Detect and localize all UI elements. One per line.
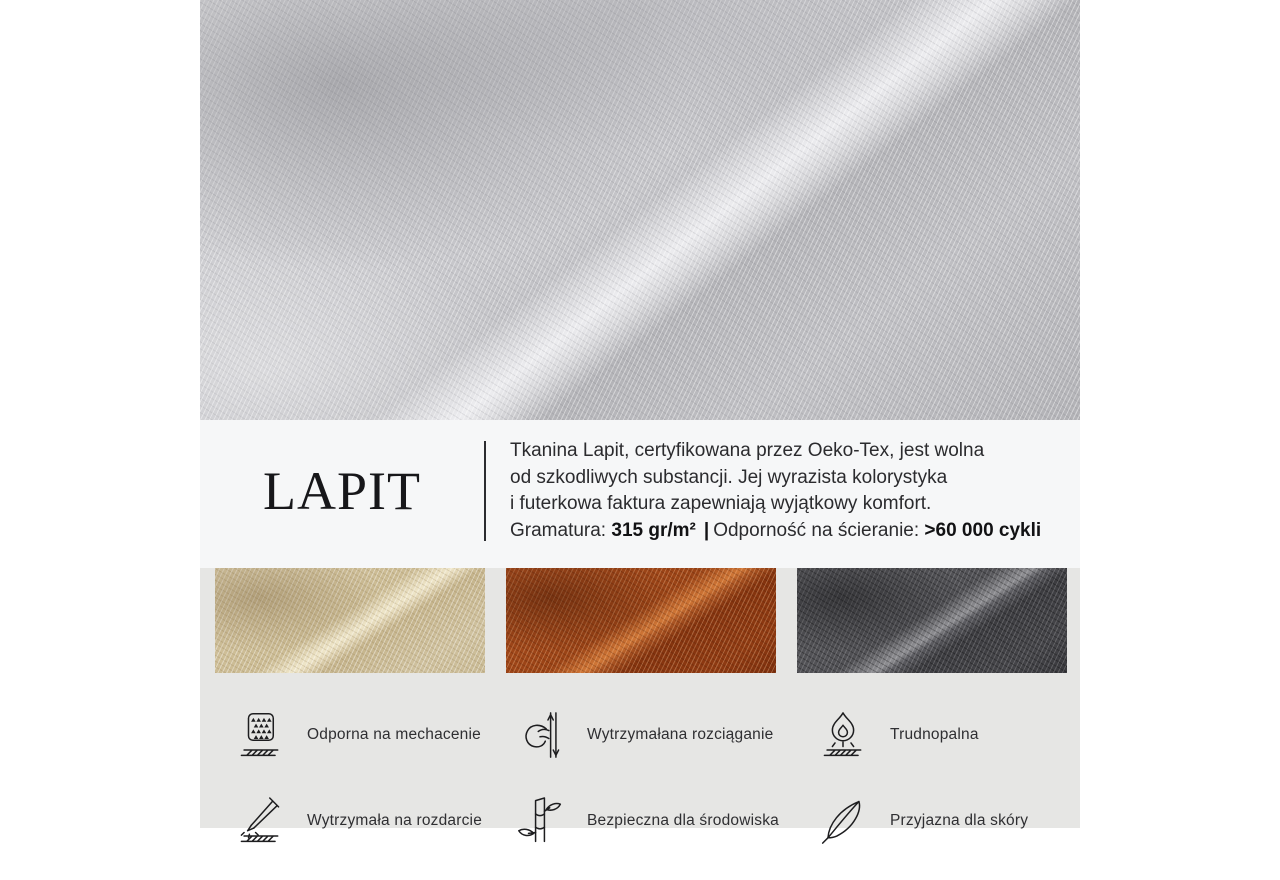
eco-safe-icon <box>515 793 565 849</box>
description-line-2: od szkodliwych substancji. Jej wyrazista kolorystyka <box>510 466 948 488</box>
weight-label: Gramatura: <box>510 519 607 541</box>
feature-label: Bezpieczna dla środowiska <box>587 812 779 829</box>
description-line-1: Tkanina Lapit, certyfikowana przez Oeko-Tex, jest wolna <box>510 440 985 461</box>
feature-label: Trudnopalna <box>890 726 979 743</box>
fabric-description <box>486 438 1041 544</box>
feature-label: Wytrzymałana rozciąganie <box>587 726 774 743</box>
color-swatches-row <box>200 568 1080 673</box>
swatch-dark-grey-image <box>797 568 1067 673</box>
feature-eco-safe <box>500 793 800 849</box>
skin-friendly-icon <box>818 793 868 849</box>
swatch-rust-image <box>506 568 776 673</box>
feature-anti-pilling <box>200 707 500 763</box>
stretch-resistant-icon <box>515 707 565 763</box>
feature-flame-retardant <box>800 707 1080 763</box>
feature-label: Przyjazna dla skóry <box>890 812 1029 829</box>
weight-value: 315 gr/m² <box>611 519 696 541</box>
flame-retardant-icon <box>818 707 868 763</box>
product-card <box>200 0 1080 828</box>
description-line-3: i futerkowa faktura zapewniają wyjątkowy komfort. <box>510 493 932 514</box>
anti-pilling-icon <box>235 707 285 763</box>
abrasion-value: >60 000 cykli <box>924 519 1042 541</box>
feature-label: Wytrzymała na rozdarcie <box>307 812 483 829</box>
feature-tear-resistant <box>200 793 500 849</box>
specs-separator: | <box>703 519 710 541</box>
fabric-name-title: LAPIT <box>263 461 421 521</box>
feature-skin-friendly <box>800 793 1080 849</box>
features-grid <box>200 707 1080 849</box>
hero-fabric-image <box>200 0 1080 420</box>
swatch-beige-image <box>215 568 485 673</box>
feature-stretch-resistant <box>500 707 800 763</box>
abrasion-label: Odporność na ścieranie: <box>713 519 920 541</box>
feature-label: Odporna na mechacenie <box>307 726 481 743</box>
fabric-specs <box>510 518 1041 545</box>
features-section <box>200 568 1080 828</box>
tear-resistant-icon <box>235 793 285 849</box>
